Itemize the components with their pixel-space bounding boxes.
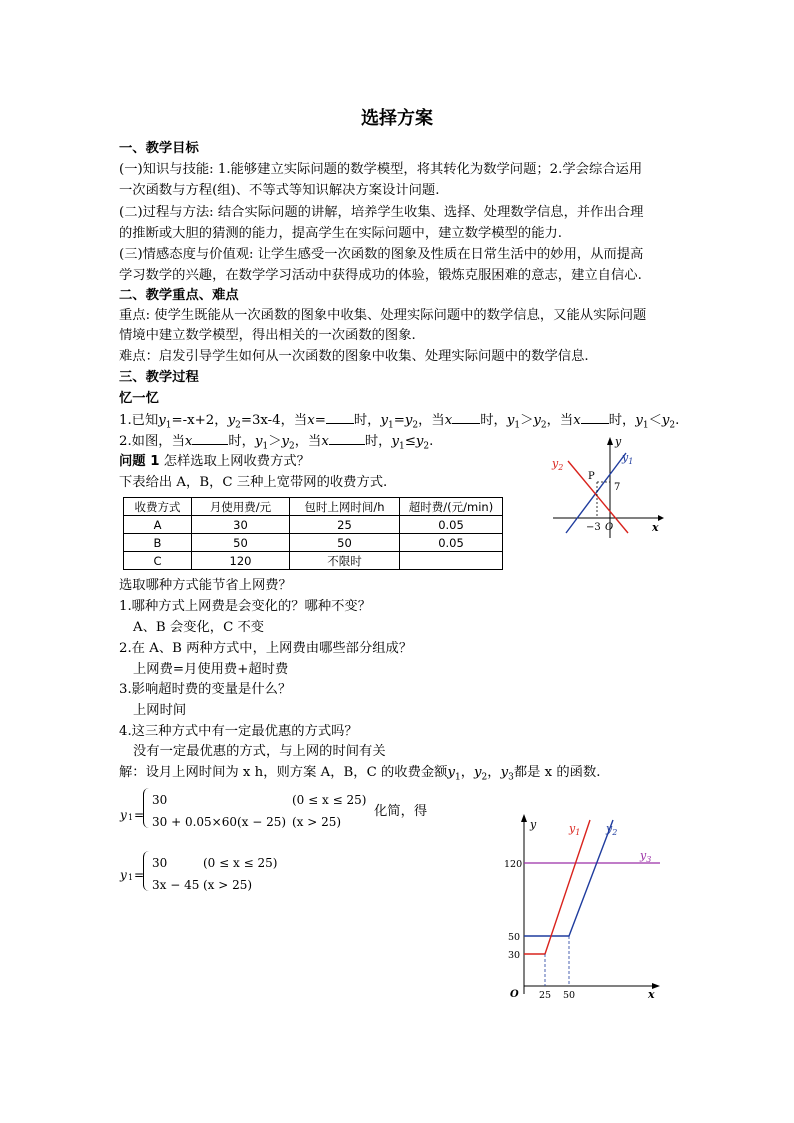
question-intro: 选取哪种方式能节省上网费？ bbox=[119, 578, 292, 593]
goal-3-line-a: (三)情感态度与价值观: 让学生感受一次函数的图象及性质在日常生活中的妙用，从而提高 bbox=[119, 247, 644, 262]
tick-50: 50 bbox=[508, 932, 521, 943]
question-1: 1.哪种方式上网费是会变化的？哪种不变？ bbox=[119, 599, 372, 614]
y-axis-arrow bbox=[521, 814, 527, 822]
x-axis-label: x bbox=[652, 521, 659, 534]
simplify-text: 化简，得 bbox=[374, 804, 428, 819]
formula-1-case-1: 30 bbox=[152, 793, 168, 807]
answer-1: A、B 会变化，C 不变 bbox=[133, 620, 265, 635]
table-cell: C bbox=[124, 552, 192, 570]
recall-heading: 忆一忆 bbox=[119, 391, 159, 406]
formula-2-cond-2: (x > 25) bbox=[203, 878, 253, 892]
table-cell: 25 bbox=[290, 516, 400, 534]
table-header: 收费方式 bbox=[124, 498, 192, 516]
y-axis-label: y bbox=[615, 435, 622, 448]
answer-blank[interactable] bbox=[329, 431, 365, 445]
answer-4: 没有一定最优惠的方式，与上网的时间有关 bbox=[133, 744, 386, 759]
table-row bbox=[124, 516, 503, 534]
y-axis-arrow bbox=[607, 437, 613, 445]
origin-label: O bbox=[510, 989, 519, 1000]
recall-question-1: 1.已知$y_1=-x+2$，$y_2=3x-4$，当x= 时，$y_1=y_2$，当x 时，$y_1>y_2$，当x 时，$y_1<y_2$. bbox=[119, 410, 679, 436]
question-3: 3.影响超时费的变量是什么？ bbox=[119, 682, 292, 697]
table-cell: B bbox=[124, 534, 192, 552]
x-axis-label: x bbox=[648, 988, 655, 1001]
problem-1: 问题 1 怎样选取上网收费方式？ bbox=[119, 454, 310, 469]
table-cell: 不限时 bbox=[290, 552, 400, 570]
formula-1-cond-2: (x > 25) bbox=[292, 815, 342, 829]
label-7: 7 bbox=[614, 482, 621, 493]
table-cell: 0.05 bbox=[400, 534, 503, 552]
answer-blank[interactable] bbox=[581, 410, 609, 424]
solution-line: 解：设月上网时间为 x h，则方案 A，B，C 的收费金额$y_1$，$y_2$，$y_3$都是 x 的函数. bbox=[119, 765, 601, 783]
question-4: 4.这三种方式中有一定最优惠的方式吗？ bbox=[119, 724, 358, 739]
table-header: 包时上网时间/h bbox=[290, 498, 400, 516]
goal-1-line-a: (一)知识与技能: 1.能够建立实际问题的数学模型，将其转化为数学问题；2.学会综合运用 bbox=[119, 162, 643, 177]
y1-label: $y_1$ bbox=[622, 451, 634, 466]
table-row bbox=[124, 552, 503, 570]
table-cell: 0.05 bbox=[400, 516, 503, 534]
table-header-row bbox=[124, 498, 503, 516]
key-point-line-b: 情境中建立数学模型，得出相关的一次函数的图象. bbox=[119, 328, 416, 343]
line-y1 bbox=[524, 820, 590, 954]
answer-blank[interactable] bbox=[326, 410, 354, 424]
tick-x25: 25 bbox=[539, 990, 552, 1001]
table-cell: 50 bbox=[192, 534, 290, 552]
tick-120: 120 bbox=[504, 859, 523, 870]
formula-2-cond-1: (0 ≤ x ≤ 25) bbox=[203, 856, 278, 870]
point-P-label: P bbox=[588, 471, 595, 482]
answer-blank[interactable] bbox=[452, 410, 480, 424]
formula-1-case-2: 30 + 0.05×60(x − 25) bbox=[152, 815, 287, 829]
table-intro: 下表给出 A，B，C 三种上宽带网的收费方式. bbox=[119, 475, 388, 490]
table-cell: 120 bbox=[192, 552, 290, 570]
tick-x50: 50 bbox=[563, 990, 576, 1001]
table-header: 月使用费/元 bbox=[192, 498, 290, 516]
line-y1 bbox=[566, 453, 626, 533]
page-title: 选择方案 bbox=[361, 108, 433, 129]
y2-label: $y_2$ bbox=[606, 822, 618, 837]
section-heading-key-points: 二、教学重点、难点 bbox=[119, 288, 239, 303]
y3-label: $y_3$ bbox=[640, 849, 652, 864]
formula-2-case-1: 30 bbox=[152, 856, 168, 870]
answer-2: 上网费=月使用费+超时费 bbox=[133, 662, 289, 677]
tick-30: 30 bbox=[508, 950, 521, 961]
intersect-graph bbox=[548, 433, 668, 543]
goal-1-line-b: 一次函数与方程(组)、不等式等知识解决方案设计问题. bbox=[119, 183, 440, 198]
goal-3-line-b: 学习数学的兴趣，在数学学习活动中获得成功的体验，锻炼克服困难的意志，建立自信心. bbox=[119, 268, 642, 283]
table-cell bbox=[400, 552, 503, 570]
section-heading-goals: 一、教学目标 bbox=[119, 141, 199, 156]
y-axis-label: y bbox=[530, 818, 537, 831]
y1-label: $y_1$ bbox=[569, 822, 581, 837]
formula-2-case-2: 3x − 45 bbox=[152, 878, 200, 892]
table-header: 超时费/(元/min) bbox=[400, 498, 503, 516]
difficulty-line: 难点：启发引导学生如何从一次函数的图象中收集、处理实际问题中的数学信息. bbox=[119, 349, 589, 364]
formula-1-cond-1: (0 ≤ x ≤ 25) bbox=[292, 793, 367, 807]
table-cell: 50 bbox=[290, 534, 400, 552]
line-y2 bbox=[524, 820, 613, 936]
table-cell: 30 bbox=[192, 516, 290, 534]
fee-graph bbox=[498, 812, 668, 1008]
fee-table bbox=[123, 497, 503, 570]
recall-question-2: 2.如图，当x 时，$y_1>y_2$，当x 时，$y_1\le y_2$. bbox=[119, 431, 433, 457]
y2-label: $y_2$ bbox=[552, 457, 564, 472]
table-cell: A bbox=[124, 516, 192, 534]
label-neg3: −3 bbox=[586, 522, 601, 533]
goal-2-line-a: (二)过程与方法: 结合实际问题的讲解，培养学生收集、选择、处理数学信息，并作出合理 bbox=[119, 205, 644, 220]
origin-label: O bbox=[605, 522, 614, 533]
question-2: 2.在 A、B 两种方式中，上网费由哪些部分组成？ bbox=[119, 641, 413, 656]
answer-blank[interactable] bbox=[192, 431, 228, 445]
answer-3: 上网时间 bbox=[133, 703, 187, 718]
table-row bbox=[124, 534, 503, 552]
section-heading-process: 三、教学过程 bbox=[119, 370, 199, 385]
goal-2-line-b: 的推断或大胆的猜测的能力，提高学生在实际问题中，建立数学模型的能力. bbox=[119, 226, 563, 241]
key-point-line-a: 重点: 使学生既能从一次函数的图象中收集、处理实际问题中的数学信息，又能从实际问题 bbox=[119, 308, 647, 323]
x-axis-arrow bbox=[658, 515, 664, 521]
